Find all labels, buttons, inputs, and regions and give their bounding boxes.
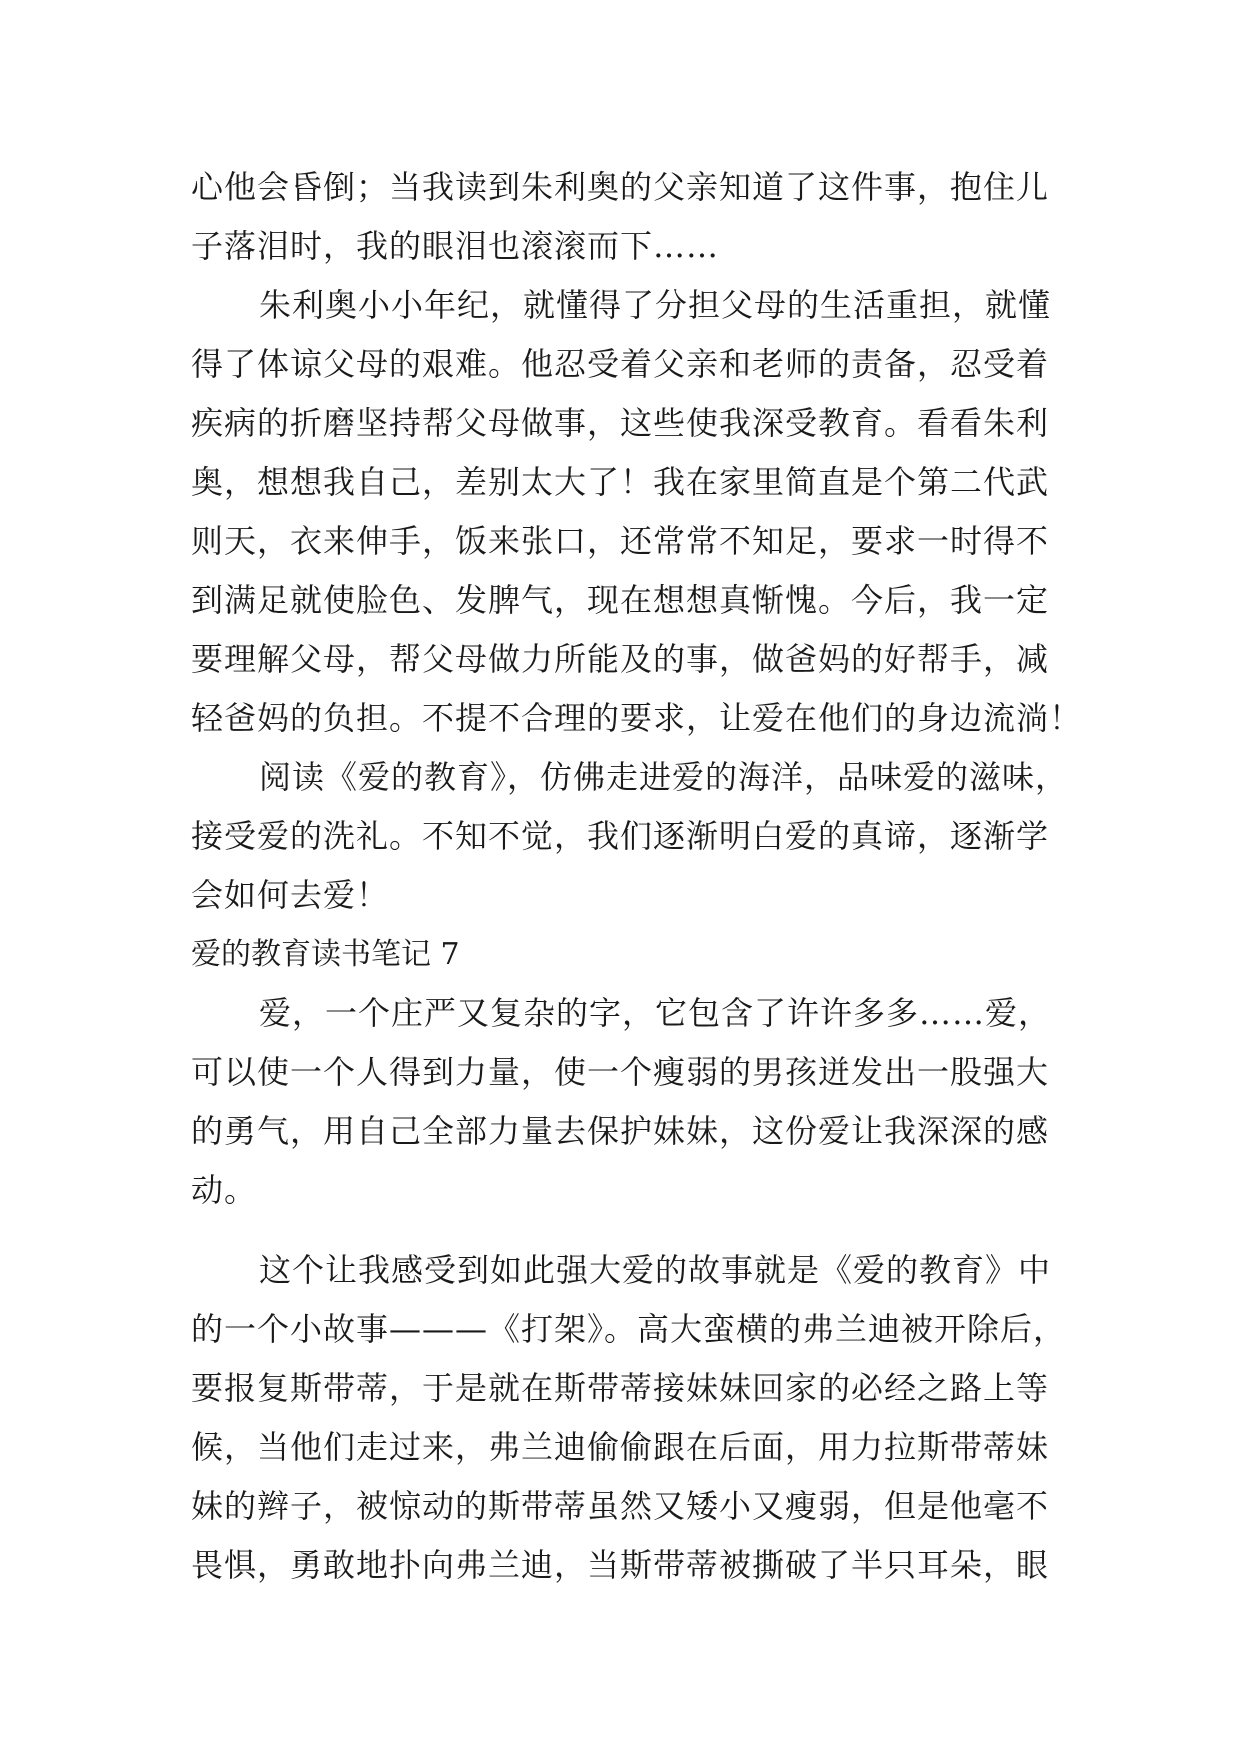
paragraph-start: 朱利奥小小年纪，就懂得了分担父母的生活重担，就懂 [259, 286, 1052, 324]
body-text [191, 158, 1083, 1595]
text-line: 奥，想想我自己，差别太大了！我在家里简直是个第二代武 [191, 463, 1050, 501]
section-heading: 爱的教育读书笔记 7 [191, 937, 460, 972]
text-line: 的一个小故事———《打架》。高大蛮横的弗兰迪被开除后， [191, 1310, 1067, 1348]
text-line: 动。 [191, 1171, 258, 1209]
paragraph-start: 爱，一个庄严又复杂的字，它包含了许许多多……爱， [259, 994, 1052, 1032]
paragraph-start: 阅读《爱的教育》，仿佛走进爱的海洋，品味爱的滋味， [259, 758, 1069, 796]
text-line: 则天，衣来伸手，饭来张口，还常常不知足，要求一时得不 [191, 522, 1050, 560]
paragraph-gap [191, 1220, 1051, 1241]
text-line: 的勇气，用自己全部力量去保护妹妹，这份爱让我深深的感 [191, 1112, 1050, 1150]
text-line: 畏惧，勇敢地扑向弗兰迪，当斯带蒂被撕破了半只耳朵，眼 [191, 1546, 1050, 1584]
text-line: 心他会昏倒；当我读到朱利奥的父亲知道了这件事，抱住儿 [191, 168, 1050, 206]
text-line: 要理解父母，帮父母做力所能及的事，做爸妈的好帮手，减 [191, 640, 1050, 678]
text-line: 疾病的折磨坚持帮父母做事，这些使我深受教育。看看朱利 [191, 404, 1050, 442]
paragraph-start: 这个让我感受到如此强大爱的故事就是《爱的教育》中 [259, 1251, 1052, 1289]
text-line: 到满足就使脸色、发脾气，现在想想真惭愧。今后，我一定 [191, 581, 1050, 619]
text-line: 可以使一个人得到力量，使一个瘦弱的男孩迸发出一股强大 [191, 1053, 1050, 1091]
text-line: 要报复斯带蒂，于是就在斯带蒂接妹妹回家的必经之路上等 [191, 1369, 1050, 1407]
text-line: 得了体谅父母的艰难。他忍受着父亲和老师的责备，忍受着 [191, 345, 1050, 383]
text-line: 子落泪时，我的眼泪也滚滚而下…… [191, 227, 720, 265]
text-line: 候，当他们走过来，弗兰迪偷偷跟在后面，用力拉斯带蒂妹 [191, 1428, 1050, 1466]
text-line: 妹的辫子，被惊动的斯带蒂虽然又矮小又瘦弱，但是他毫不 [191, 1487, 1050, 1525]
text-line: 接受爱的洗礼。不知不觉，我们逐渐明白爱的真谛，逐渐学 [191, 817, 1050, 855]
text-line: 轻爸妈的负担。不提不合理的要求，让爱在他们的身边流淌！ [191, 699, 1083, 737]
text-line: 会如何去爱！ [191, 876, 390, 914]
